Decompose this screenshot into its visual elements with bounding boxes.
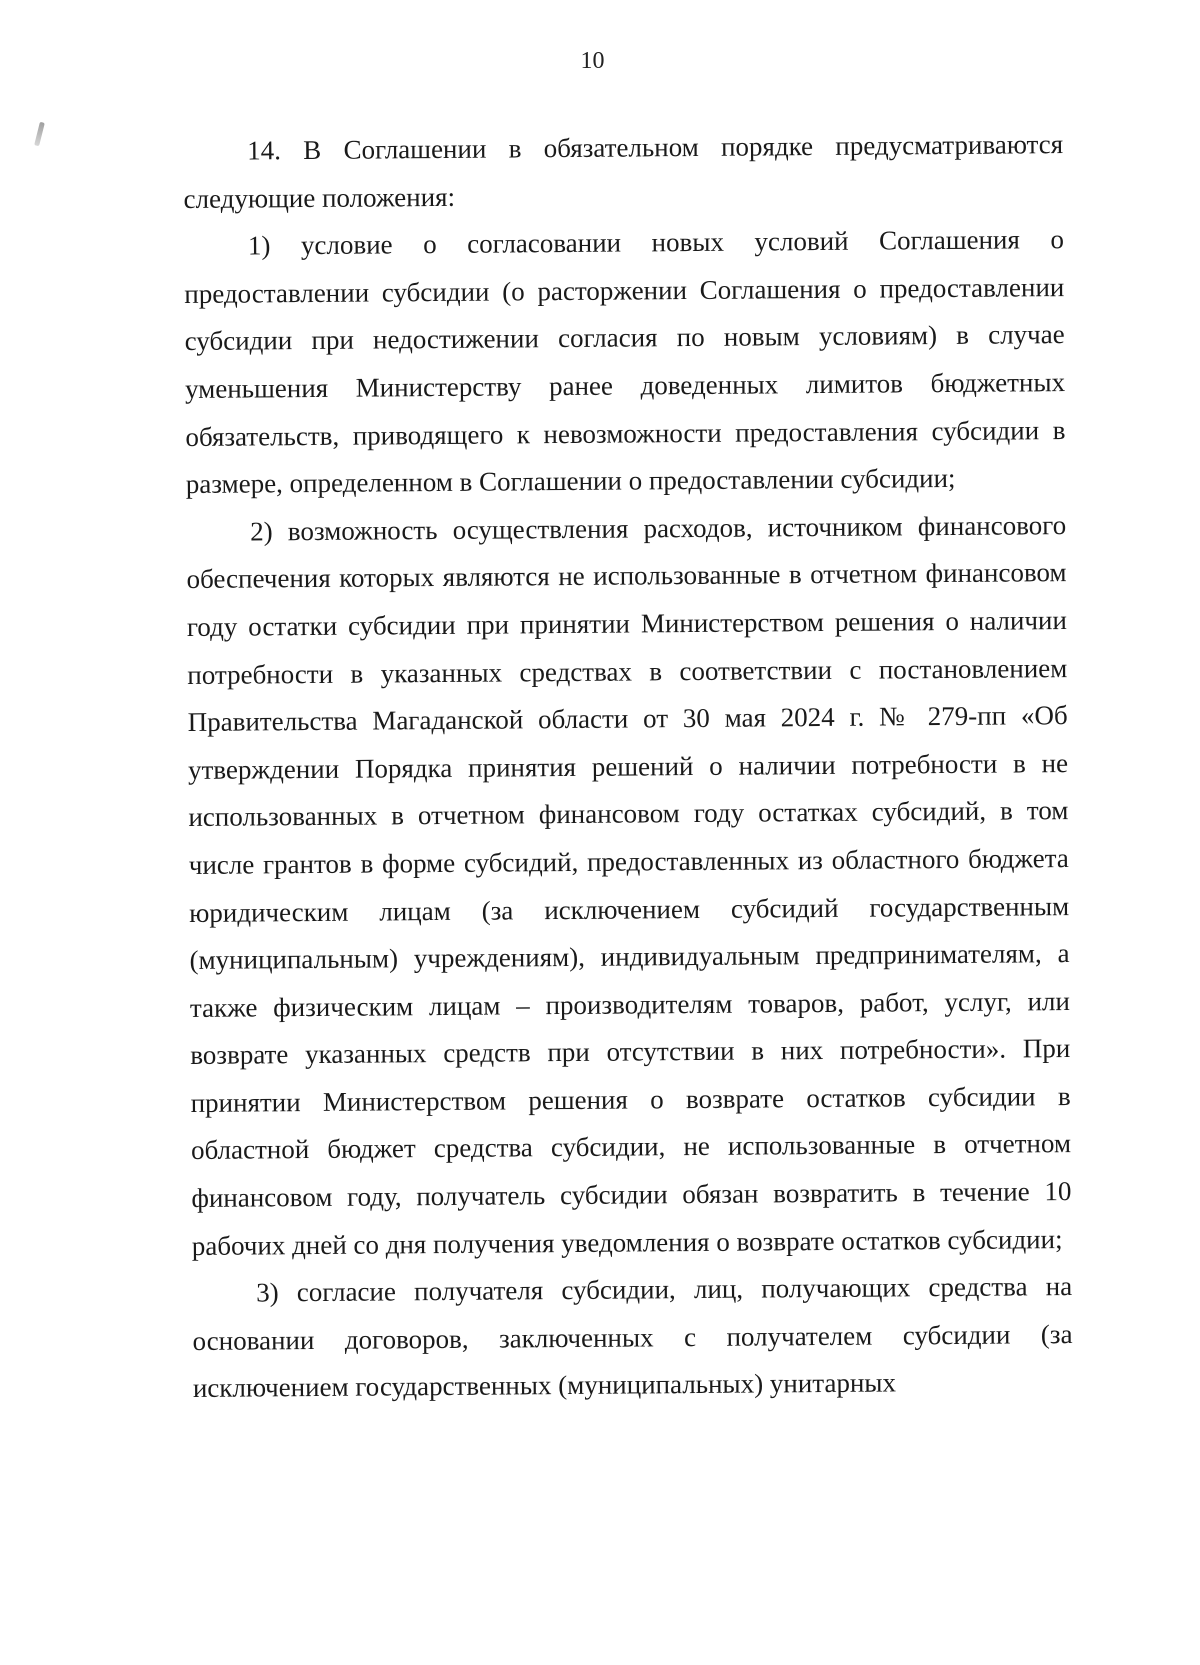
paragraph-item-3: 3) согласие получателя субсидии, лиц, получающих средства на основании договоров, заключенных с получателем субсидии (за исключением государственных (муниципальных) унитарных <box>192 1271 1073 1404</box>
page-number: 10 <box>580 48 605 74</box>
document-body <box>183 121 1073 1413</box>
scan-mark <box>34 122 45 146</box>
paragraph-item-1: 1) условие о согласовании новых условий Соглашения о предоставлении субсидии (о расторжении Соглашения о предоставлении субсидии при недостижении согласия по новым условиям) в случае уменьшения Министерству ранее доведенных лимитов бюджетных обязательств, приводящего к невозможности предоставления субсидии в размере, определенном в Соглашении о предоставлении субсидии; <box>184 224 1066 500</box>
paragraph-item-2: 2) возможность осуществления расходов, источником финансового обеспечения которых являются не использованные в отчетном финансовом году остатки субсидии при принятии Министерством решения о наличии потребности в указанных средствах в соответствии с постановлением Правительства Магаданской области от 30 мая 2024 г. № 279-пп «Об утверждении Порядка принятия решений о наличии потребности в не использованных в отчетном финансовом году остатках субсидий, в том числе грантов в форме субсидий, предоставленных из областного бюджета юридическим лицам (за исключением субсидий государственным (муниципальным) учреждениям), индивидуальным предпринимателям, а также физическим лицам – производителям товаров, работ, услуг, или возврате указанных средств при отсутствии в них потребности». При принятии Министерством решения о возврате остатков субсидии в областной бюджет средства субсидии, не использованные в отчетном финансовом году, получатель субсидии обязан возвратить в течение 10 рабочих дней со дня получения уведомления о возврате остатков субсидии; <box>186 509 1072 1261</box>
paragraph-14-intro: 14. В Соглашении в обязательном порядке предусматриваются следующие положения: <box>183 129 1064 214</box>
